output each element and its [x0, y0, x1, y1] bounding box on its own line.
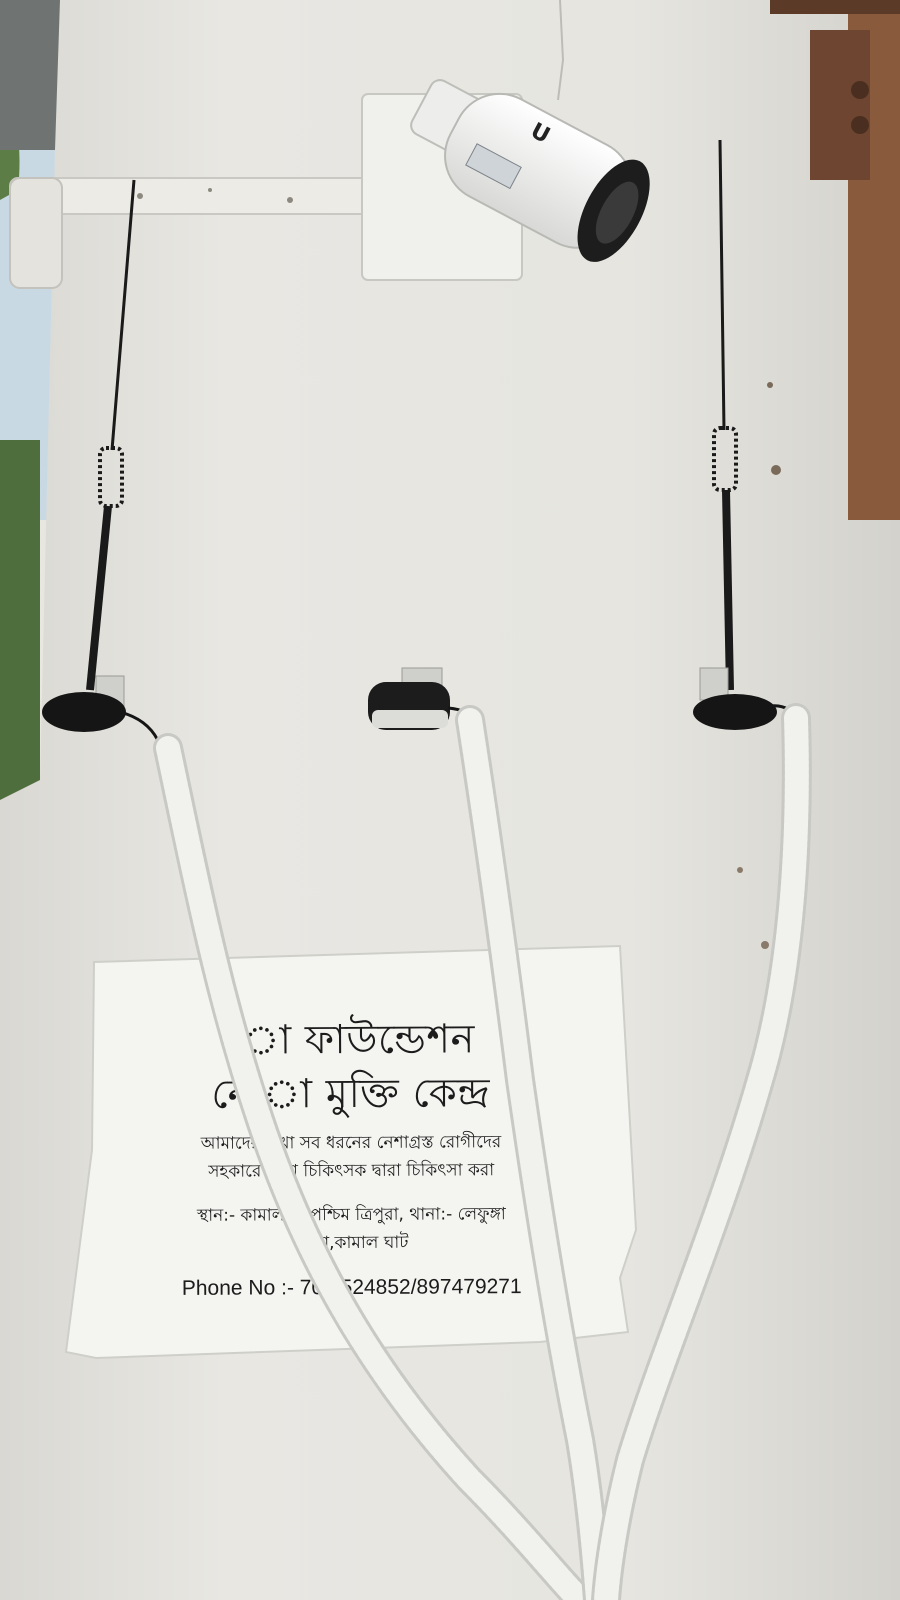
- foliage: [0, 440, 40, 800]
- bolt: [851, 116, 869, 134]
- pipe-dirt: [287, 197, 293, 203]
- notice-address-line2: শা রা,কামাল ঘাট: [294, 1232, 409, 1254]
- notice-title-line2: নে া মুক্তি কেন্দ্র: [211, 1070, 491, 1118]
- notice-phone: Phone No :- 708 524852/897479271: [181, 1275, 522, 1300]
- pipe-dirt: [208, 188, 212, 192]
- wall-stain: [767, 382, 773, 388]
- antenna-puck-bottom: [372, 710, 448, 728]
- notice-address-line1: স্থান:- কামাল ঘা পশ্চিম ত্রিপুরা, থানা:- লেফুঙ্গা: [196, 1204, 506, 1226]
- wooden-post-bracket: [810, 30, 870, 180]
- antenna-base: [42, 692, 126, 732]
- notice-title-line1: ো ফাউন্ডেশন: [225, 1016, 476, 1064]
- wall-stain: [771, 465, 781, 475]
- pipe-elbow: [10, 178, 62, 288]
- bolt: [851, 81, 869, 99]
- antenna-mast: [726, 490, 730, 690]
- pipe-dirt: [137, 193, 143, 199]
- wall-stain: [761, 941, 769, 949]
- wall-stain: [737, 867, 743, 873]
- camera-brand: U: [526, 118, 554, 149]
- antenna-base: [693, 694, 777, 730]
- post-top-beam: [770, 0, 900, 14]
- horizontal-pipe: [10, 178, 370, 214]
- notice-body-line2: সহকারে বিশে চিকিৎসক দ্বারা চিকিৎসা করা: [208, 1160, 495, 1182]
- notice-poster: [65, 943, 637, 1348]
- notice-body-line1: আমাদের এখা সব ধরনের নেশাগ্রস্ত রোগীদের: [200, 1132, 502, 1154]
